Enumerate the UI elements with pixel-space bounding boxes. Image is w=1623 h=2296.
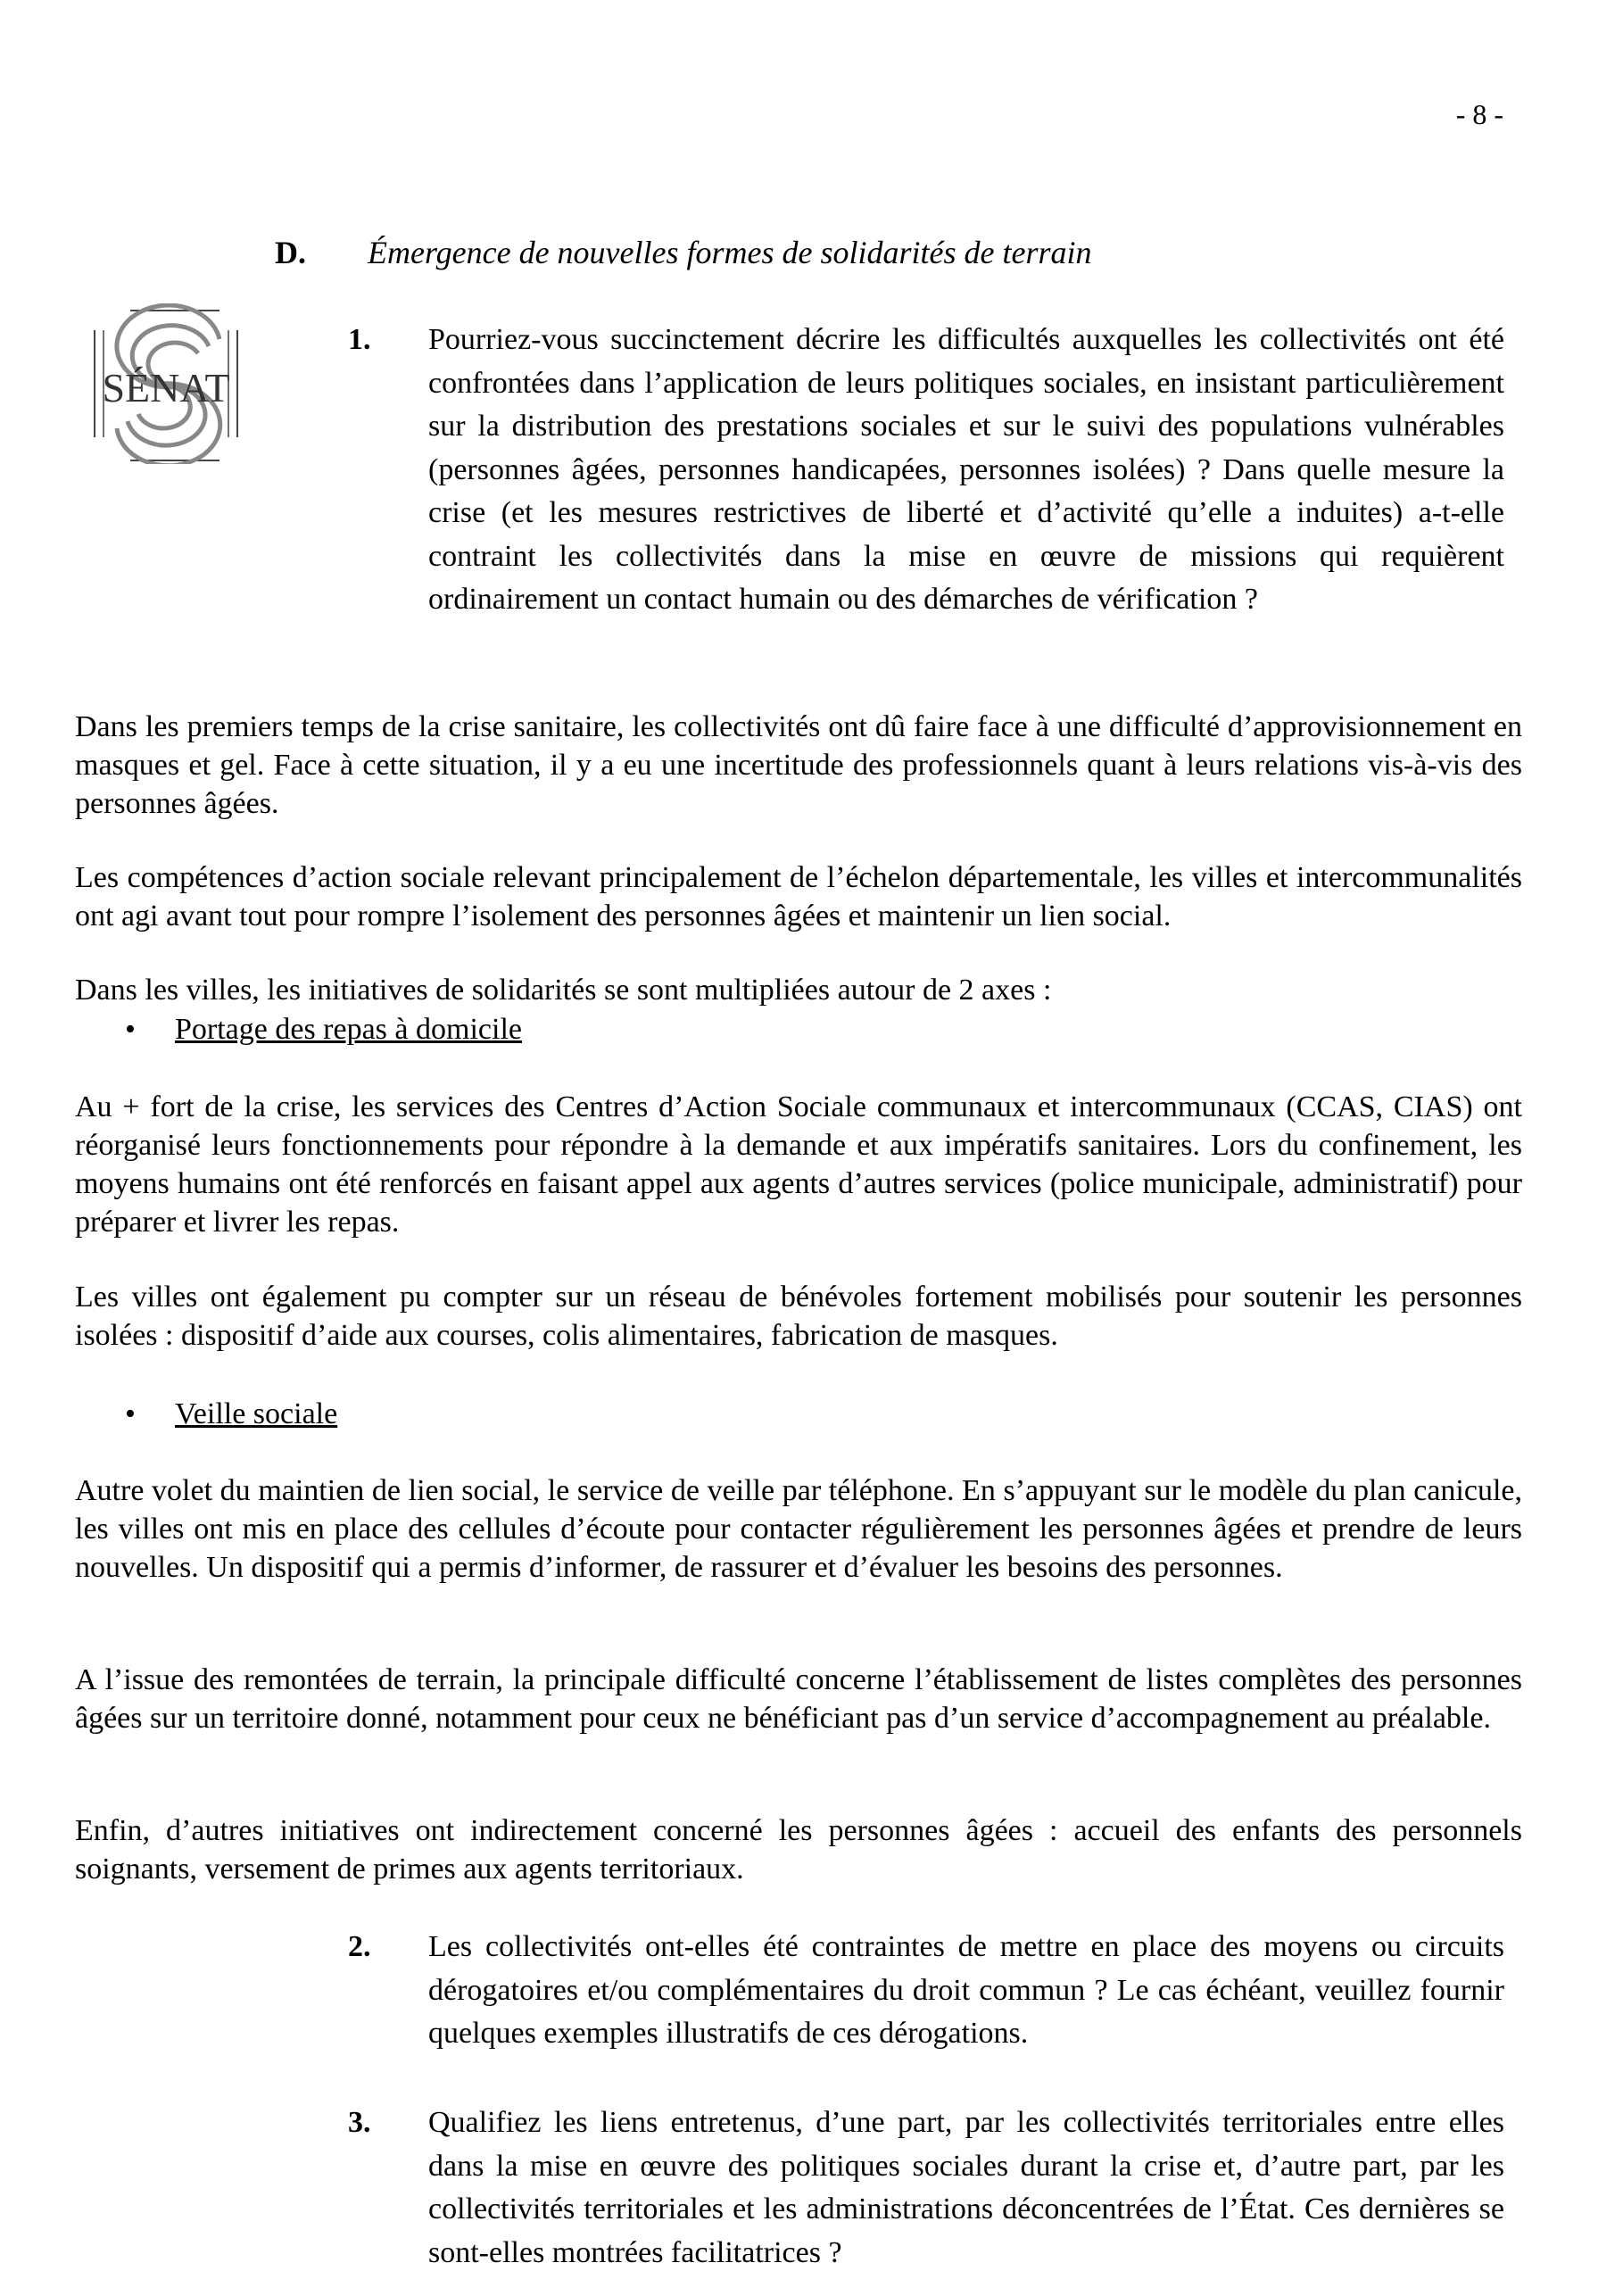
- senat-logo-icon: [86, 303, 246, 464]
- question-number: 3.: [348, 2106, 371, 2139]
- page-number: - 8 -: [1455, 98, 1503, 130]
- bullet-text: Veille sociale: [175, 1397, 338, 1430]
- paragraph: Autre volet du maintien de lien social, le service de veille par téléphone. En s’appuyant sur le modèle du plan canicule, les villes ont mis en place des cellules d’écoute pour contacter régulièrement les personnes âgées et prendre de leurs nouvelles. Un dispositif qui a permis d’informer, de rassurer et d’évaluer les besoins des personnes.: [75, 1474, 1522, 1584]
- paragraph: Au + fort de la crise, les services des Centres d’Action Sociale communaux et intercommunaux (CCAS, CIAS) ont réorganisé leurs fonctionnements pour répondre à la demande et aux impératifs sanitaires. Lors du confinement, les moyens humains ont été renforcés en faisant appel aux agents d’autres services (police municipale, administratif) pour préparer et livrer les repas.: [75, 1090, 1522, 1239]
- bullet-icon: •: [125, 1013, 136, 1046]
- question-3: [348, 2101, 1504, 2275]
- question-1: [348, 319, 1504, 622]
- bullet-text: Portage des repas à domicile: [175, 1013, 522, 1046]
- bullet-icon: •: [125, 1397, 136, 1430]
- paragraph: A l’issue des remontées de terrain, la principale difficulté concerne l’établissement de listes complètes des personnes âgées sur un territoire donné, notamment pour ceux ne bénéficiant pas d’un service d’accompagnement au préalable.: [75, 1663, 1522, 1735]
- question-2: [348, 1926, 1504, 2056]
- paragraph: Les compétences d’action sociale relevant principalement de l’échelon départementale, les villes et intercommunalités ont agi avant tout pour rompre l’isolement des personnes âgées et maintenir un lien social.: [75, 861, 1522, 932]
- question-text: Les collectivités ont-elles été contraintes de mettre en place des moyens ou circuits dérogatoires et/ou complémentaires du droit commun ? Le cas échéant, veuillez fournir quelques exemples illustratifs de ces dérogations.: [428, 1930, 1504, 2050]
- paragraph: Les villes ont également pu compter sur un réseau de bénévoles fortement mobilisés pour soutenir les personnes isolées : dispositif d’aide aux courses, colis alimentaires, fabrication de masques.: [75, 1281, 1522, 1352]
- logo-text: SÉNAT: [102, 365, 230, 410]
- section-title: Émergence de nouvelles formes de solidarités de terrain: [368, 235, 1092, 270]
- section-letter: D.: [275, 235, 306, 270]
- question-number: 1.: [348, 323, 371, 356]
- question-text: Qualifiez les liens entretenus, d’une part, par les collectivités territoriales entre elles dans la mise en œuvre des politiques sociales durant la crise et, d’autre part, par les collectivités territoriales et les administrations déconcentrées de l’État. Ces dernières se sont-elles montrées facilitatrices ?: [428, 2106, 1504, 2269]
- paragraph: Dans les premiers temps de la crise sanitaire, les collectivités ont dû faire face à une difficulté d’approvisionnement en masques et gel. Face à cette situation, il y a eu une incertitude des professionnels quant à leurs relations vis-à-vis des personnes âgées.: [75, 710, 1522, 820]
- senat-logo: [86, 303, 246, 464]
- question-text: Pourriez-vous succinctement décrire les difficultés auxquelles les collectivités ont été confrontées dans l’application de leurs politiques sociales, en insistant particulièrement sur la distribution des prestations sociales et sur le suivi des populations vulnérables (personnes âgées, personnes handicapées, personnes isolées) ? Dans quelle mesure la crise (et les mesures restrictives de liberté et d’activité qu’elle a induites) a-t-elle contraint les collectivités dans la mise en œuvre de missions qui requièrent ordinairement un contact humain ou des démarches de vérification ?: [428, 323, 1504, 616]
- paragraph: Dans les villes, les initiatives de solidarités se sont multipliées autour de 2 axes :: [75, 974, 1052, 1007]
- question-number: 2.: [348, 1930, 371, 1963]
- paragraph: Enfin, d’autres initiatives ont indirectement concerné les personnes âgées : accueil des enfants des personnels soignants, versement de primes aux agents territoriaux.: [75, 1814, 1522, 1886]
